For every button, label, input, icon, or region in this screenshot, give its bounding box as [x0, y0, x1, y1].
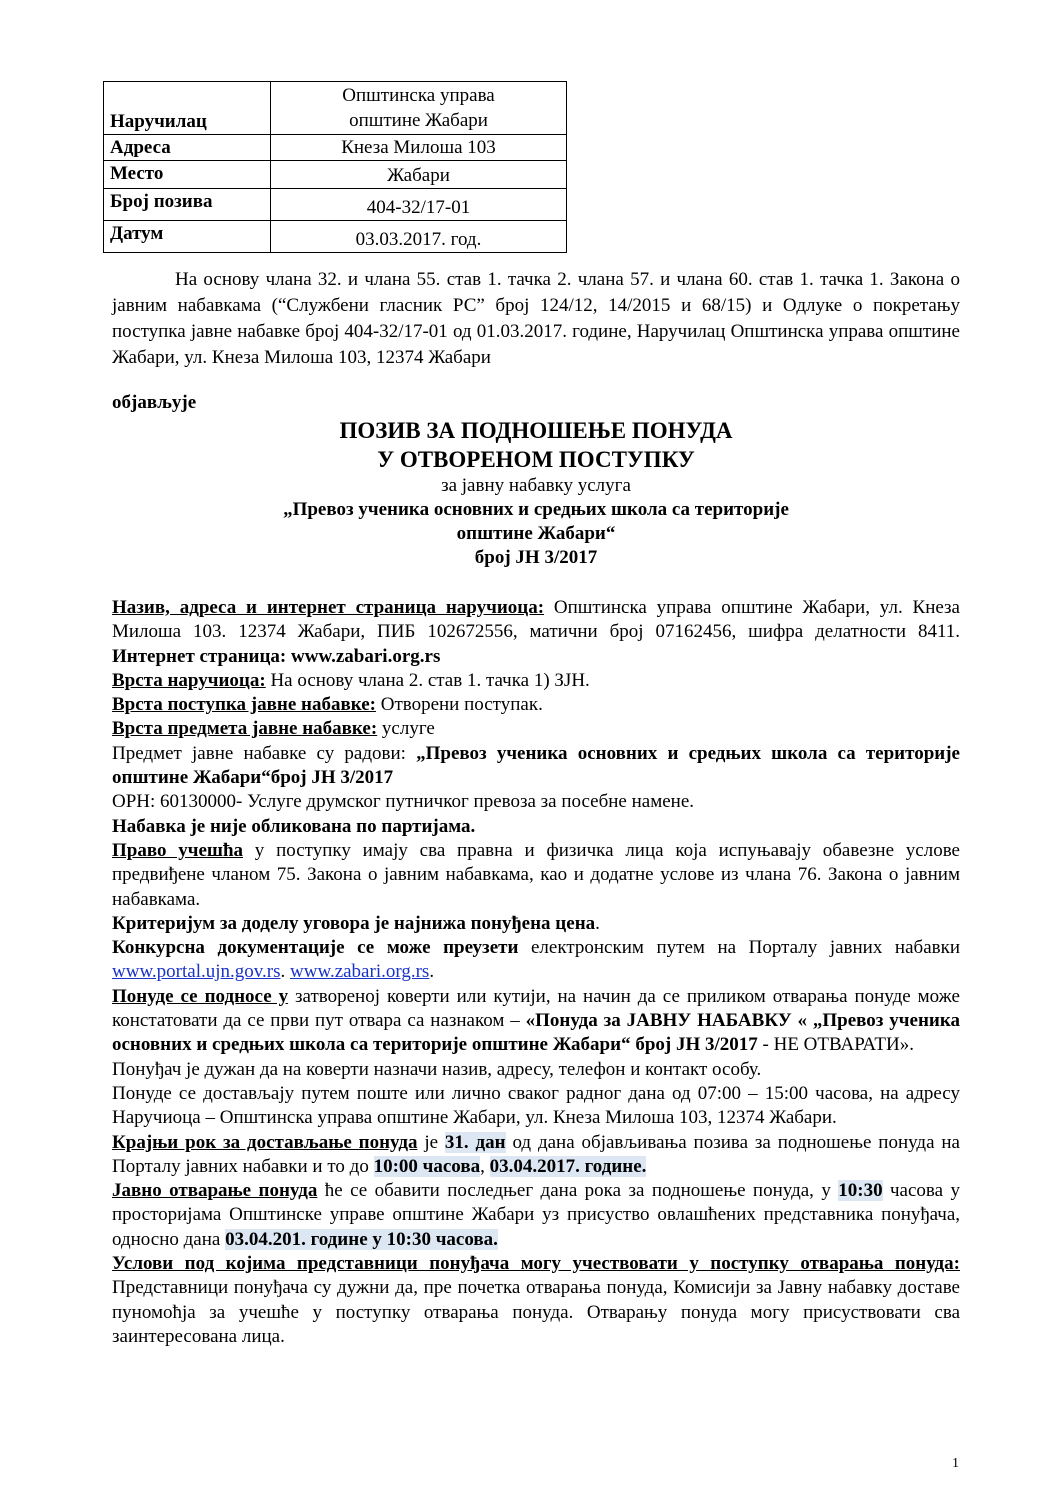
table-value: 404-32/17-01 — [271, 189, 567, 221]
section-label: Назив, адреса и интернет страница наручиоца: — [112, 597, 545, 618]
section-text: услуге — [377, 718, 435, 740]
section-deadline — [112, 1131, 960, 1180]
section-authority-type — [112, 669, 960, 693]
section-bold-text: «Понуда за ЈАВНУ НАБАВКУ « „Превоз ученика основних и средњих школа са територије општине Жабари“ број ЈН 3/2017 — [112, 1010, 960, 1056]
contracting-authority-table — [103, 81, 567, 253]
table-row — [104, 135, 567, 161]
section-label: Право учешћа — [112, 839, 244, 861]
highlighted-text: 31. дан — [444, 1131, 506, 1153]
subtitle-line: за јавну набавку услуга — [441, 475, 631, 496]
section-text: , — [480, 1155, 490, 1177]
section-text: Општинска управа општине Жабари, ул. Кнеза Милоша 103. 12374 Жабари, ПИБ 102672556, матични број 07162456, шифра делатности 8411. — [112, 597, 960, 643]
table-value — [271, 82, 567, 135]
website-text: Интернет страница: www.zabari.org.rs — [112, 645, 441, 667]
table-label: Адреса — [104, 135, 271, 161]
section-criterion — [112, 912, 960, 936]
section-procedure-type — [112, 693, 960, 717]
section-representatives — [112, 1252, 960, 1349]
section-text: Предмет јавне набавке су радови: — [112, 742, 417, 764]
section-label: Јавно отварање понуда — [112, 1180, 318, 1202]
document-body — [112, 596, 960, 1349]
value-line: Општинска управа — [342, 85, 495, 106]
section-text: На основу члана 2. став 1. тачка 1) ЗЈН. — [265, 669, 590, 691]
section-cpv: ОРН: 60130000- Услуге друмског путничког превоза за посебне намене. — [112, 791, 695, 813]
table-row — [104, 189, 567, 221]
section-bold-text: „Превоз ученика основних и средњих школа са територије општине Жабари“број ЈН 3/2017 — [112, 742, 960, 789]
section-bold-text: Критеријум за доделу уговора је најнижа понуђена цена — [112, 912, 596, 934]
section-bold-text: Конкурсна документације се може преузети — [112, 937, 519, 959]
table-label: Место — [104, 161, 271, 189]
section-participation — [112, 839, 960, 912]
section-contracting-authority — [112, 596, 960, 669]
section-text: . — [429, 961, 435, 983]
section-lots: Набавка је није обликована по партијама. — [112, 815, 476, 837]
title-line: ПОЗИВ ЗА ПОДНОШЕЊЕ ПОНУДА — [339, 418, 733, 443]
section-text: затвореној коверти или кутији, на начин да се приликом отварања понуде може констатовати да се први пут отвара са назнаком – — [112, 985, 960, 1032]
section-label: Услови под којима представници понуђача могу учествовати у поступку отварања понуда: — [112, 1253, 960, 1275]
section-text: . — [280, 961, 291, 983]
section-text: ће се обавити последњег дана рока за подношење понуда, у — [317, 1180, 839, 1202]
highlighted-text: 03.04.201. године у 10:30 часова. — [225, 1228, 498, 1250]
subject-line: општине Жабари“ — [456, 523, 616, 544]
page-number: 1 — [952, 1456, 959, 1471]
table-value: Жабари — [271, 161, 567, 189]
section-text: - НЕ ОТВАРАТИ». — [757, 1034, 914, 1056]
section-envelope: Понуђач је дужан да на коверти назначи назив, адресу, телефон и контакт особу. — [112, 1058, 762, 1080]
section-text: од дана објављивања позива за подношење понуда на Порталу јавних набавки и то до — [112, 1131, 960, 1177]
table-label: Датум — [104, 221, 271, 253]
intro-text: На основу члана 32. и члана 55. став 1. тачка 2. члана 57. и члана 60. став 1. тачка 1. Закона о јавним набавкама (“Службени гласник РС” број 124/12, 14/2015 и 68/15) и Одлуке о покретању поступка јавне набавке број 404-32/17-01 од 01.03.2017. године, Наручилац Општинска управа општине Жабари, ул. Кнеза Милоша 103, 12374 Жабари — [112, 269, 960, 368]
section-text: Отворени поступак. — [375, 694, 543, 716]
section-label: Понуде се подносе у — [112, 985, 289, 1007]
table-row — [104, 82, 567, 135]
section-subject-type — [112, 717, 960, 741]
title-line: У ОТВОРЕНОМ ПОСТУПКУ — [377, 447, 695, 472]
section-text: . — [595, 912, 600, 934]
section-text: електронским путем на Порталу јавних набавки — [518, 937, 961, 959]
intro-paragraph — [112, 267, 960, 371]
section-text: је — [417, 1131, 445, 1153]
table-row — [104, 221, 567, 253]
value-line: општине Жабари — [349, 110, 488, 131]
highlighted-text: 10:00 часова — [373, 1155, 481, 1177]
website-link[interactable]: www.zabari.org.rs — [290, 961, 430, 983]
highlighted-text: 03.04.2017. године. — [489, 1155, 647, 1177]
section-text: часова у просторијама Општинске управе општине Жабари уз присуство овлашћених представника понуђача, односно дана — [112, 1180, 960, 1250]
section-submission — [112, 985, 960, 1058]
section-delivery: Понуде се достављају путем поште или лично сваког радног дана од 07:00 – 15:00 часова, на адресу Наручиоца – Општинска управа општине Жабари, ул. Кнеза Милоша 103, 12374 Жабари. — [112, 1082, 960, 1129]
table-value: Кнеза Милоша 103 — [271, 135, 567, 161]
table-label: Број позива — [104, 189, 271, 221]
section-label: Врста наручиоца: — [112, 669, 266, 691]
table-value: 03.03.2017. год. — [271, 221, 567, 253]
section-public-opening — [112, 1179, 960, 1252]
section-label: Врста поступка јавне набавке: — [112, 694, 376, 716]
tender-number: број ЈН 3/2017 — [474, 547, 598, 568]
table-row — [104, 161, 567, 189]
table-label: Наручилац — [104, 82, 271, 135]
announce-word: објављује — [112, 392, 197, 413]
section-label: Врста предмета јавне набавке: — [112, 718, 378, 740]
section-subject — [112, 742, 960, 791]
section-text: у поступку имају сва правна и физичка лица која испуњавају обавезне услове предвиђене чланом 75. Закона о јавним набавкама, као и додатне услове из члана 76. Закона о јавним набавкама. — [112, 839, 960, 910]
portal-link[interactable]: www.portal.ujn.gov.rs — [112, 961, 281, 983]
section-documentation — [112, 936, 960, 985]
subject-line: „Превоз ученика основних и средњих школа са територије — [283, 499, 789, 520]
document-title — [112, 416, 960, 570]
section-text: Представници понуђача су дужни да, пре почетка отварања понуда, Комисији за Јавну набавку доставе пуномоћја за учешће у поступку отварања понуда. Отварању понуда могу присуствовати сва заинтересована лица. — [112, 1277, 960, 1347]
highlighted-text: 10:30 — [838, 1180, 883, 1202]
section-label: Крајњи рок за достављање понуда — [112, 1131, 418, 1153]
